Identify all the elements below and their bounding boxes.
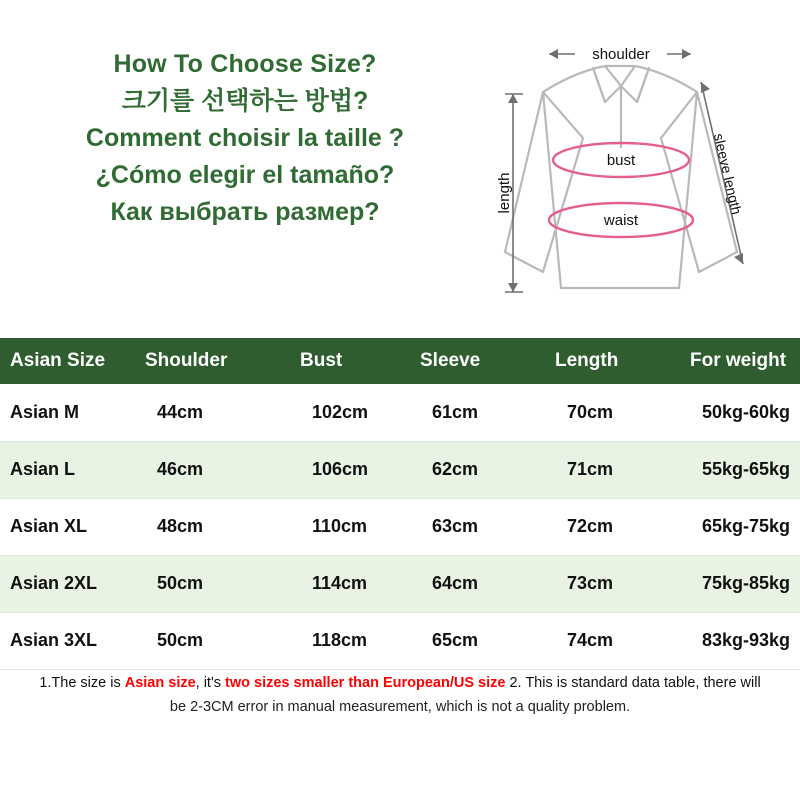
garment-measurement-illustration xyxy=(465,20,785,320)
cell-weight: 83kg-93kg xyxy=(680,612,800,669)
note-two-sizes-smaller: two sizes smaller than European/US size xyxy=(225,675,506,691)
cell-length: 71cm xyxy=(545,441,680,498)
cell-weight: 75kg-85kg xyxy=(680,555,800,612)
cell-size: Asian L xyxy=(0,441,135,498)
cell-shoulder: 50cm xyxy=(135,612,290,669)
table-row xyxy=(0,384,800,441)
table-row xyxy=(0,498,800,555)
cell-sleeve: 62cm xyxy=(410,441,545,498)
cell-size: Asian XL xyxy=(0,498,135,555)
cell-length: 72cm xyxy=(545,498,680,555)
table-row xyxy=(0,612,800,669)
cell-sleeve: 63cm xyxy=(410,498,545,555)
note-line2: be 2-3CM error in manual measurement, which is not a quality problem. xyxy=(169,698,631,715)
cell-shoulder: 44cm xyxy=(135,384,290,441)
col-header-weight: For weight xyxy=(680,338,800,384)
footnotes xyxy=(0,672,800,720)
table-row xyxy=(0,441,800,498)
label-sleeve-length: sleeve length xyxy=(710,131,745,216)
heading-korean: 크기를 선택하는 방법? xyxy=(121,87,369,115)
note-line1-part2: , it's xyxy=(195,675,226,691)
col-header-length: Length xyxy=(545,338,680,384)
cell-weight: 55kg-65kg xyxy=(680,441,800,498)
cell-bust: 106cm xyxy=(290,441,410,498)
table-header-row xyxy=(0,338,800,384)
cell-length: 74cm xyxy=(545,612,680,669)
cell-bust: 110cm xyxy=(290,498,410,555)
cell-sleeve: 65cm xyxy=(410,612,545,669)
headings-block xyxy=(20,48,470,233)
size-table xyxy=(0,338,800,670)
cell-sleeve: 61cm xyxy=(410,384,545,441)
cell-shoulder: 50cm xyxy=(135,555,290,612)
note-line1-part1: 1.The size is xyxy=(39,675,125,691)
label-bust: bust xyxy=(606,152,636,169)
cell-size: Asian M xyxy=(0,384,135,441)
cell-weight: 65kg-75kg xyxy=(680,498,800,555)
cell-size: Asian 3XL xyxy=(0,612,135,669)
label-length: length xyxy=(496,172,513,214)
cell-length: 70cm xyxy=(545,384,680,441)
cell-bust: 102cm xyxy=(290,384,410,441)
note-line1-part3: 2. This is standard data table, there will xyxy=(505,675,761,691)
label-waist: waist xyxy=(603,212,639,229)
table-row xyxy=(0,555,800,612)
cell-length: 73cm xyxy=(545,555,680,612)
cell-weight: 50kg-60kg xyxy=(680,384,800,441)
col-header-bust: Bust xyxy=(290,338,410,384)
heading-english: How To Choose Size? xyxy=(113,50,377,78)
col-header-shoulder: Shoulder xyxy=(135,338,290,384)
label-shoulder: shoulder xyxy=(592,46,650,63)
cell-bust: 118cm xyxy=(290,612,410,669)
cell-shoulder: 46cm xyxy=(135,441,290,498)
cell-sleeve: 64cm xyxy=(410,555,545,612)
note-asian-size: Asian size xyxy=(124,675,196,691)
cell-shoulder: 48cm xyxy=(135,498,290,555)
heading-russian: Как выбрать размер? xyxy=(110,198,380,226)
heading-french: Comment choisir la taille ? xyxy=(85,124,405,152)
cell-bust: 114cm xyxy=(290,555,410,612)
col-header-sleeve: Sleeve xyxy=(410,338,545,384)
col-header-size: Asian Size xyxy=(0,338,135,384)
heading-spanish: ¿Cómo elegir el tamaño? xyxy=(95,161,395,189)
cell-size: Asian 2XL xyxy=(0,555,135,612)
